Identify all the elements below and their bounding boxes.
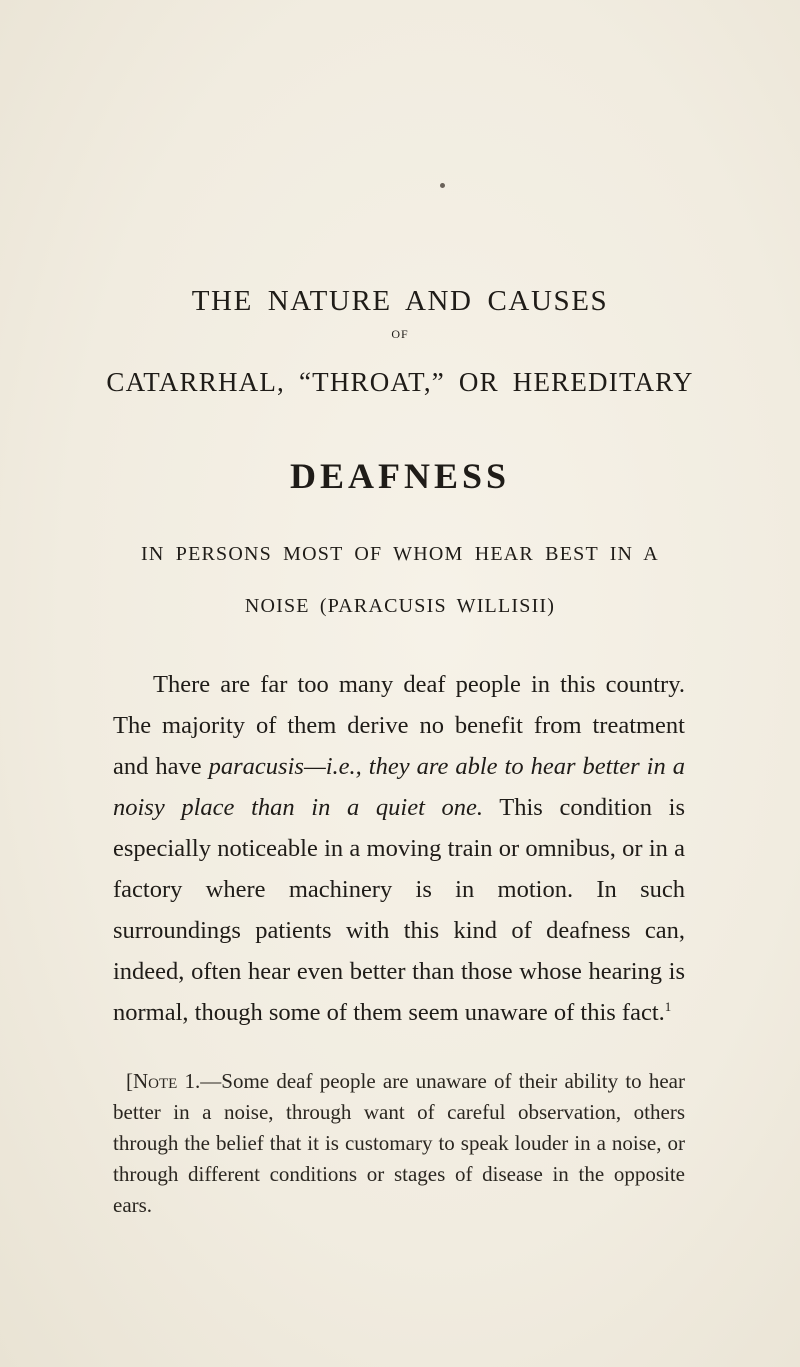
footnote-number: 1. xyxy=(177,1069,201,1093)
body-text-start: There are far too many deaf people in this country. The majority of them derive no benefit from treatment and have xyxy=(113,671,685,780)
title-main: DEAFNESS xyxy=(289,456,511,496)
footnote xyxy=(113,1066,685,1221)
footnote-reference: 1 xyxy=(664,998,672,1014)
subtitle-line-1: IN PERSONS MOST OF WHOM HEAR BEST IN A xyxy=(141,543,659,565)
body-text-italic: —i.e., they are able to hear better in a noisy place than in a quiet one. xyxy=(113,753,685,821)
title-line-2: CATARRHAL, “THROAT,” OR HEREDITARY xyxy=(106,367,694,397)
title-line-1: THE NATURE AND CAUSES xyxy=(191,285,609,317)
body-term-paracusis: paracusis xyxy=(208,753,304,780)
body-text-end: This condition is especially noticeable in a moving train or omnibus, or in a factory where machinery is in motion. In such surroundings patients with this kind of deafness can, indeed, often hear even better than those whose hearing is normal, though some of them seem unaware of this fact. xyxy=(113,794,685,1026)
subtitle-line-2: NOISE (PARACUSIS WILLISII) xyxy=(244,595,556,617)
footnote-text: —Some deaf people are unaware of their ability to hear better in a noise, through want of careful observation, others through the belief that it is customary to speak louder in a noise, or through different conditions or stages of disease in the opposite ears. xyxy=(113,1069,686,1217)
footnote-label: Note xyxy=(133,1069,178,1093)
title-of: OF xyxy=(391,327,409,341)
ink-speck xyxy=(440,183,445,188)
footnote-bracket: [ xyxy=(126,1069,133,1093)
body-paragraph xyxy=(113,664,685,1033)
